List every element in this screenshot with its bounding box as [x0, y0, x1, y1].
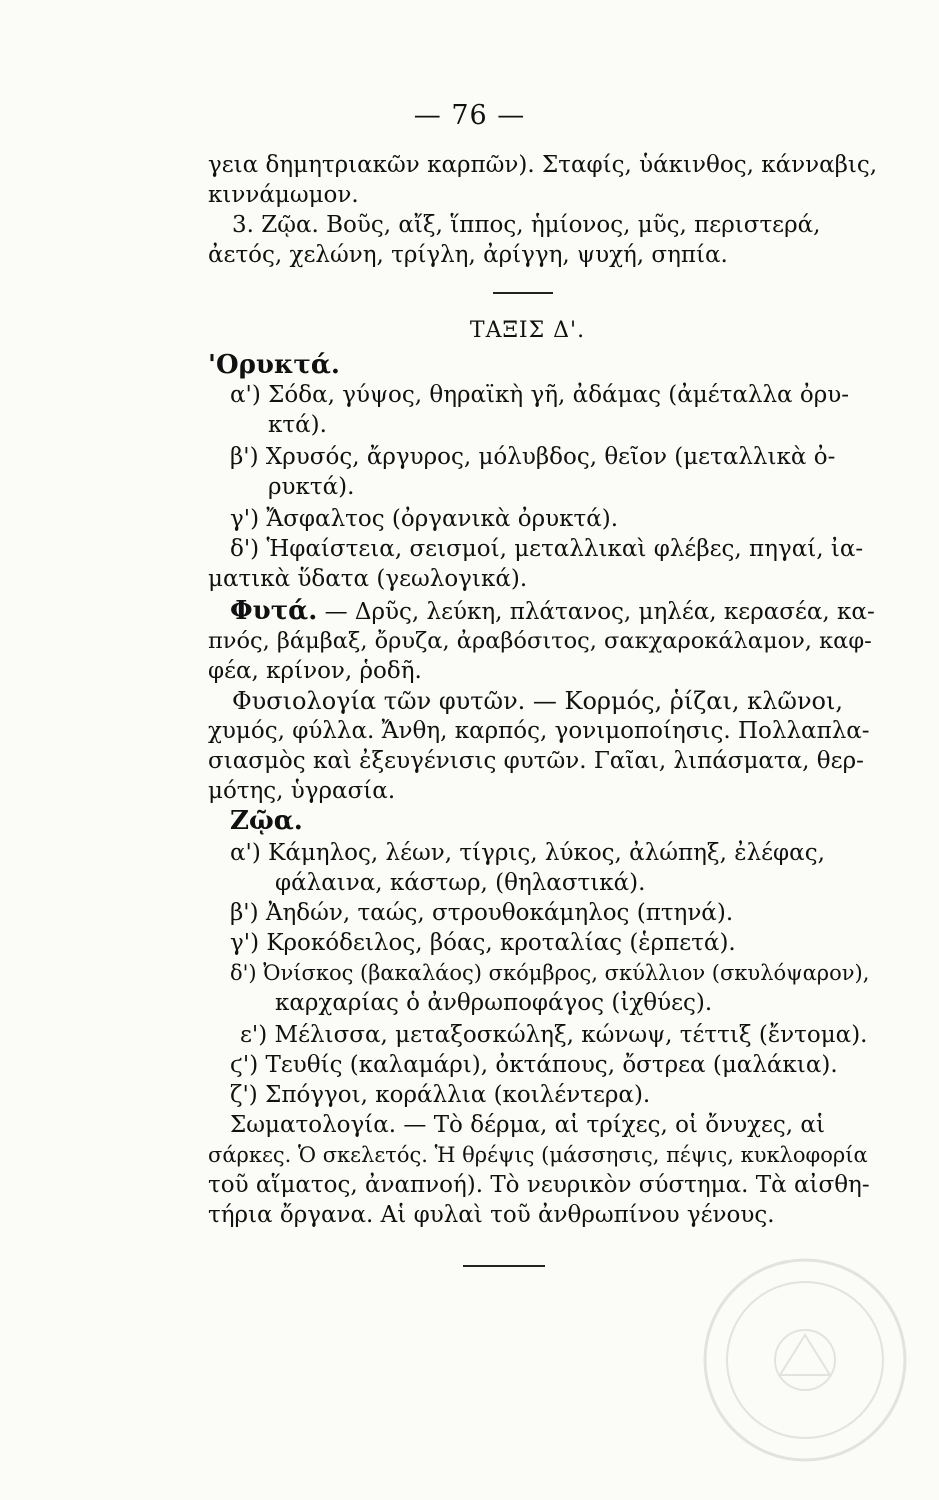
- text-line: δ') Ὀνίσκος (βακαλάος) σκόμβρος, σκύλλιον (σκυλόψαρον),: [230, 961, 870, 985]
- text-line: σιασμὸς καὶ ἐξευγένισις φυτῶν. Γαῖαι, λιπάσματα, θερ-: [208, 748, 864, 774]
- text-line: κιννάμωμον.: [208, 182, 359, 208]
- plants-heading: Φυτά.: [230, 596, 318, 626]
- library-stamp-icon: [700, 1255, 910, 1465]
- plants-first-line: [230, 596, 875, 627]
- divider: [493, 292, 553, 294]
- text-line: — Δρῦς, λεύκη, πλάτανος, μηλέα, κερασέα, κα-: [324, 599, 875, 625]
- page-number: — 76 —: [413, 100, 526, 131]
- minerals-heading: 'Ορυκτά.: [208, 350, 340, 380]
- text-line: φέα, κρίνον, ῥοδῆ.: [208, 658, 422, 684]
- divider: [463, 1265, 545, 1267]
- text-line: τοῦ αἵματος, ἀναπνοή). Τὸ νευρικὸν σύστημα. Τὰ αἰσθη-: [208, 1172, 870, 1198]
- text-line: γ') Ἄσφαλτος (ὀργανικὰ ὀρυκτά).: [230, 506, 619, 532]
- text-line: καρχαρίας ὁ ἀνθρωποφάγος (ἰχθύες).: [275, 990, 713, 1016]
- text-line: β') Ἀηδών, ταώς, στρουθοκάμηλος (πτηνά).: [230, 900, 734, 926]
- text-line: μότης, ὑγρασία.: [208, 778, 396, 804]
- text-line: ε') Μέλισσα, μεταξοσκώληξ, κώνωψ, τέττιξ (ἔντομα).: [240, 1022, 868, 1048]
- text-line: ϛ') Τευθίς (καλαμάρι), ὀκτάπους, ὄστρεα (μαλάκια).: [230, 1052, 838, 1078]
- text-line: φάλαινα, κάστωρ, (θηλαστικά).: [275, 870, 646, 896]
- animals-heading: Ζῷα.: [230, 806, 303, 836]
- text-line: β') Χρυσός, ἄργυρος, μόλυβδος, θεῖον (μεταλλικὰ ὀ-: [230, 444, 836, 470]
- section-title: ΤΑΞΙΣ Δ'.: [469, 318, 586, 343]
- text-line: δ') Ἡφαίστεια, σεισμοί, μεταλλικαὶ φλέβες, πηγαί, ἰα-: [230, 536, 864, 562]
- text-line: α') Σόδα, γύψος, θηραϊκὴ γῆ, ἀδάμας (ἀμέταλλα ὀρυ-: [230, 382, 850, 408]
- text-line: Σωματολογία. — Τὸ δέρμα, αἱ τρίχες, οἱ ὄνυχες, αἱ: [230, 1112, 825, 1138]
- text-line: γεια δημητριακῶν καρπῶν). Σταφίς, ὑάκινθος, κάνναβις,: [208, 152, 878, 178]
- text-line: πνός, βάμβαξ, ὄρυζα, ἀραβόσιτος, σακχαροκάλαμον, καφ-: [208, 628, 872, 654]
- text-line: σάρκες. Ὁ σκελετός. Ἡ θρέψις (μάσσησις, πέψις, κυκλοφορία: [208, 1143, 868, 1167]
- text-line: 3. Ζῷα. Βοῦς, αἴξ, ἵππος, ἡμίονος, μῦς, περιστερά,: [232, 212, 821, 238]
- text-line: τήρια ὄργανα. Αἱ φυλαὶ τοῦ ἀνθρωπίνου γένους.: [208, 1202, 775, 1228]
- text-line: ματικὰ ὕδατα (γεωλογικά).: [208, 566, 528, 592]
- text-line: γ') Κροκόδειλος, βόας, κροταλίας (ἑρπετά).: [230, 930, 736, 956]
- text-line: ζ') Σπόγγοι, κοράλλια (κοιλέντερα).: [230, 1082, 651, 1108]
- text-line: ρυκτά).: [268, 474, 355, 500]
- text-line: χυμός, φύλλα. Ἄνθη, καρπός, γονιμοποίησις. Πολλαπλα-: [208, 718, 870, 744]
- text-line: κτά).: [268, 412, 327, 438]
- text-line: α') Κάμηλος, λέων, τίγρις, λύκος, ἀλώπηξ, ἐλέφας,: [230, 840, 825, 866]
- text-line: ἀετός, χελώνη, τρίγλη, ἀρίγγη, ψυχή, σηπία.: [208, 242, 728, 268]
- text-line: Φυσιολογία τῶν φυτῶν. — Κορμός, ῥίζαι, κλῶνοι,: [232, 687, 844, 715]
